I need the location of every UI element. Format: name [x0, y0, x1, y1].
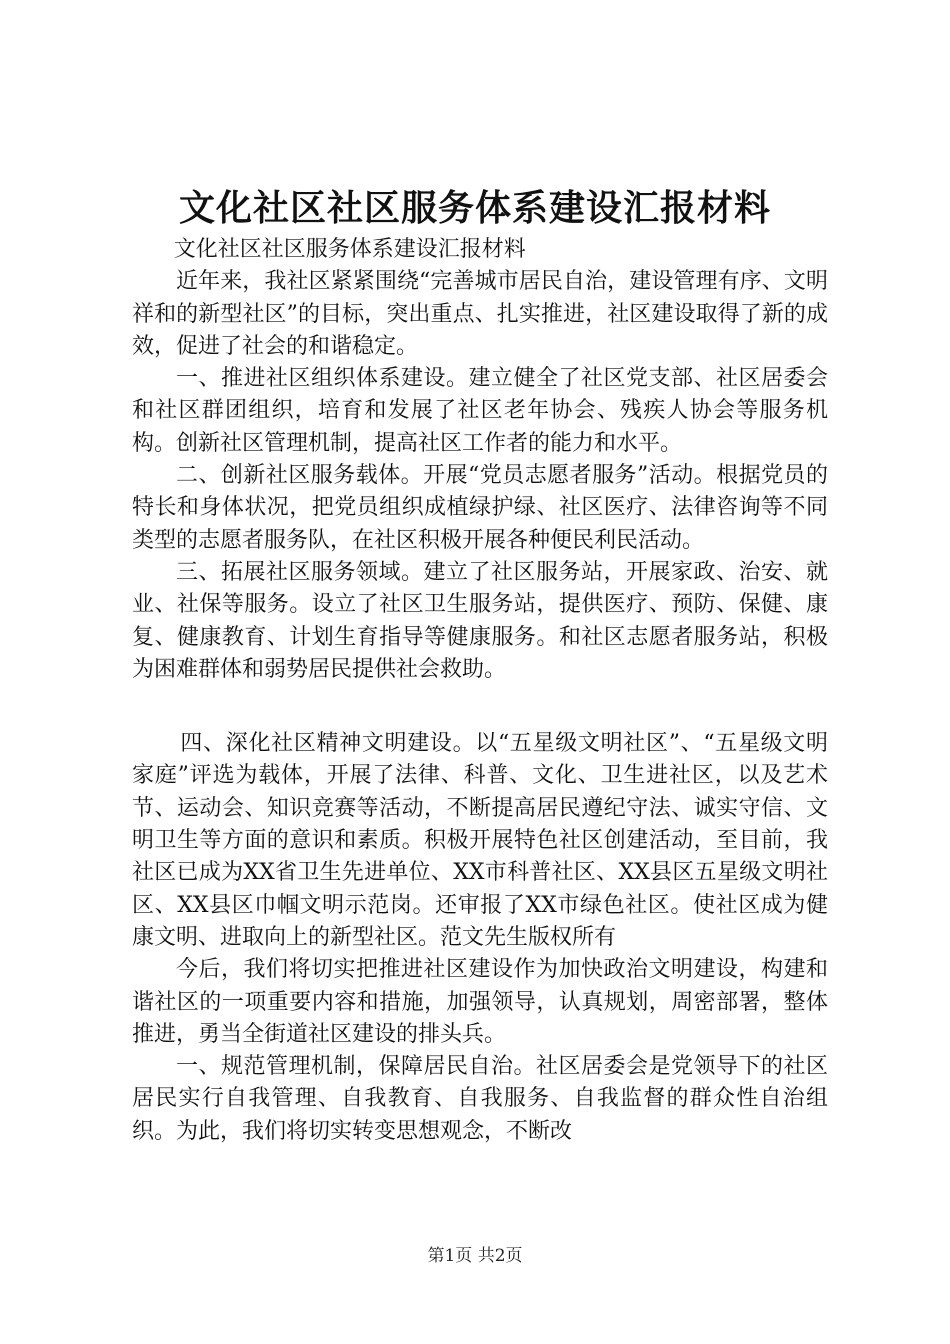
document-title: 文化社区社区服务体系建设汇报材料 — [178, 187, 771, 229]
paragraph-gap — [132, 686, 828, 728]
paragraph-section-4: 四、深化社区精神文明建设。以“五星级文明社区”、“五星级文明家庭”评选为载体，开展了法律、科普、文化、卫生进社区，以及艺术节、运动会、知识竞赛等活动，不断提高居民遵纪守法、诚实守信、文明卫生等方面的意识和素质。积极开展特色社区创建活动，至目前，我社区已成为XX省卫生先进单位、XX市科普社区、XX县区五星级文明社区、XX县区巾帼文明示范岗。还审报了XX市绿色社区。使社区成为健康文明、进取向上的新型社区。范文先生版权所有 — [132, 731, 828, 950]
paragraph-section-2: 二、创新社区服务载体。开展“党员志愿者服务”活动。根据党员的特长和身体状况，把党员组织成植绿护绿、社区医疗、法律咨询等不同类型的志愿者服务队，在社区积极开展各种便民利民活动。 — [132, 463, 828, 553]
paragraph-intro: 近年来，我社区紧紧围绕“完善城市居民自治，建设管理有序、文明祥和的新型社区”的目标，突出重点、扎实推进，社区建设取得了新的成效，促进了社会的和谐稳定。 — [132, 269, 828, 359]
document-subtitle: 文化社区社区服务体系建设汇报材料 — [173, 237, 526, 262]
paragraph-future: 今后，我们将切实把推进社区建设作为加快政治文明建设，构建和谐社区的一项重要内容和措施，加强领导，认真规划，周密部署，整体推进，勇当全街道社区建设的排头兵。 — [132, 957, 828, 1047]
document-body — [132, 234, 828, 1148]
paragraph-plan-1: 一、规范管理机制，保障居民自治。社区居委会是党领导下的社区居民实行自我管理、自我教育、自我服务、自我监督的群众性自治组织。为此，我们将切实转变思想观念，不断改 — [132, 1054, 828, 1144]
paragraph-section-1: 一、推进社区组织体系建设。建立健全了社区党支部、社区居委会和社区群团组织，培育和发展了社区老年协会、残疾人协会等服务机构。创新社区管理机制，提高社区工作者的能力和水平。 — [132, 366, 828, 456]
page-number-footer: 第1页 共2页 — [427, 1246, 523, 1266]
paragraph-section-3: 三、拓展社区服务领域。建立了社区服务站，开展家政、治安、就业、社保等服务。设立了社区卫生服务站，提供医疗、预防、保健、康复、健康教育、计划生育指导等健康服务。和社区志愿者服务站，积极为困难群体和弱势居民提供社会救助。 — [132, 559, 828, 682]
